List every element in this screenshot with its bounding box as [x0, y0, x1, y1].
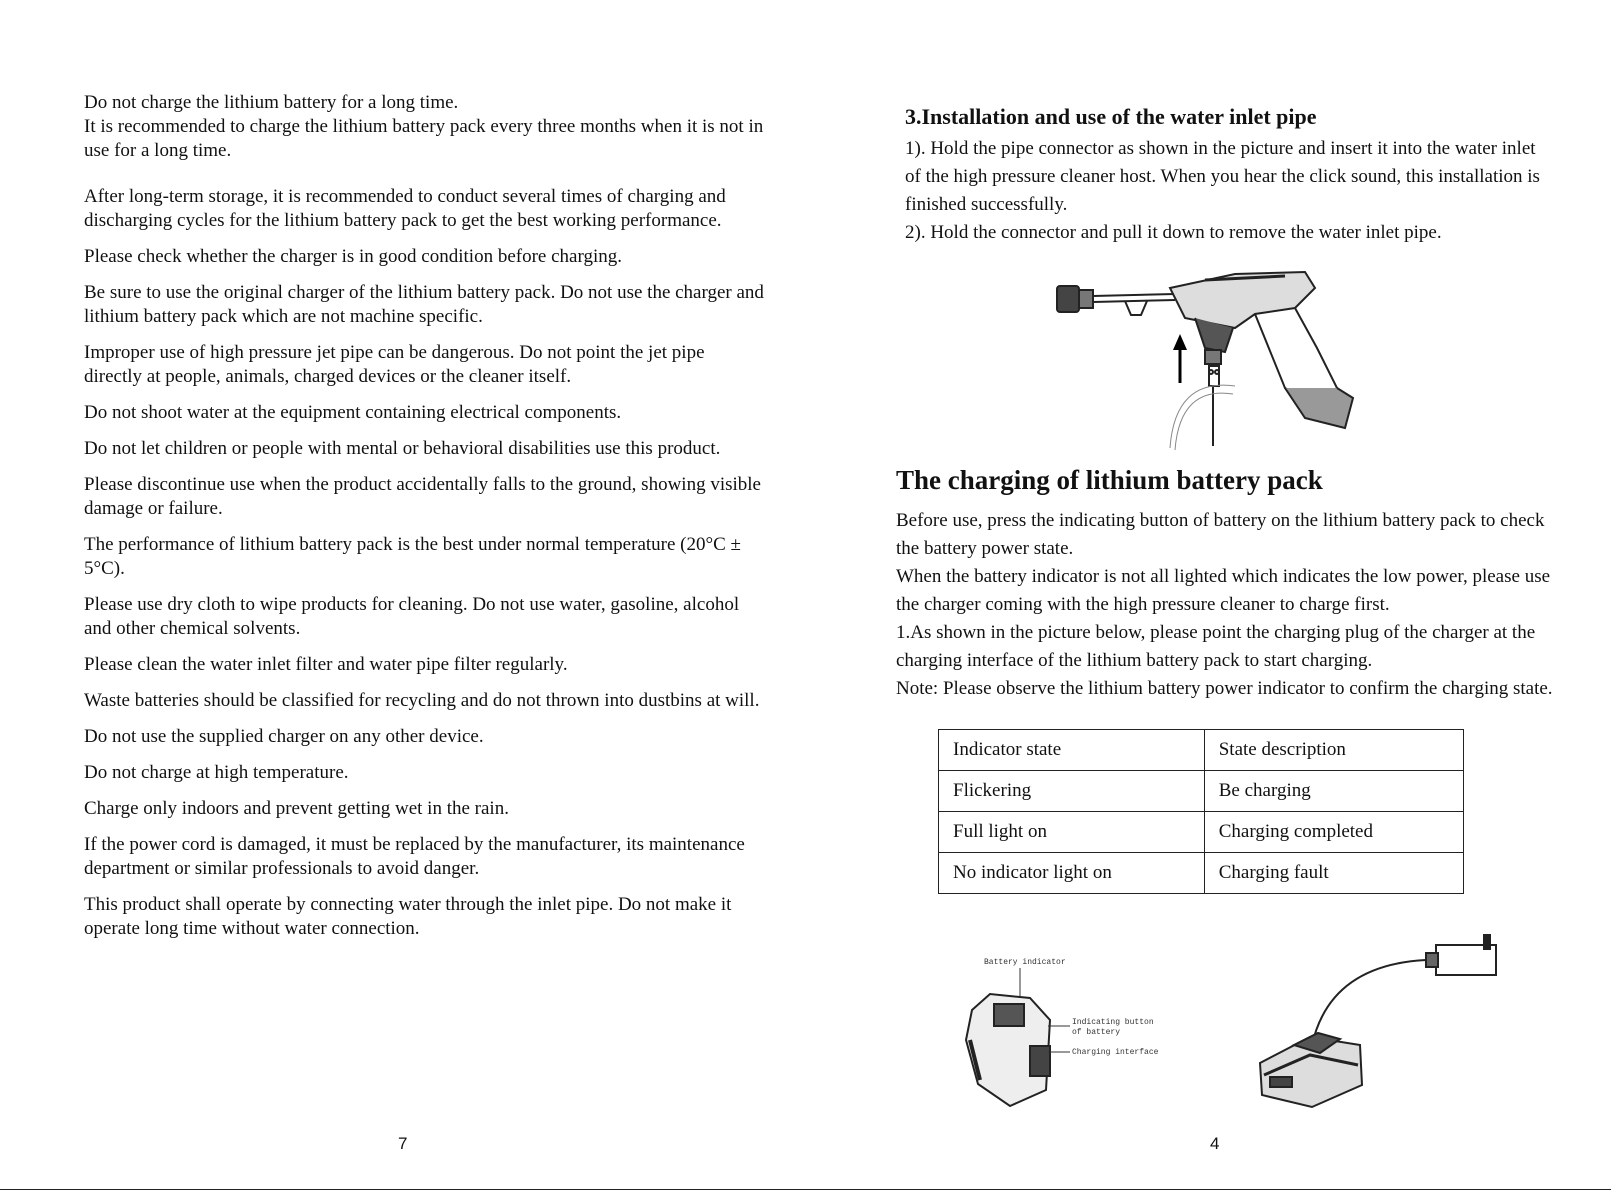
safety-paragraph: The performance of lithium battery pack is the best under normal temperature (20°C ± 5°C).	[84, 534, 741, 579]
table-header-row	[939, 730, 1464, 771]
page-number-right: 4	[1210, 1134, 1220, 1153]
safety-paragraph: Please check whether the charger is in good condition before charging.	[84, 246, 622, 267]
page-bottom-rule	[0, 1189, 1611, 1190]
installation-section	[896, 104, 1556, 247]
table-cell: Flickering	[939, 771, 1205, 812]
charging-line: When the battery indicator is not all lighted which indicates the low power, please use the charger coming with the high pressure cleaner to charge first.	[896, 566, 1551, 615]
left-page-text	[84, 91, 764, 953]
page-number-left: 7	[398, 1134, 408, 1153]
charger-diagram	[1250, 925, 1520, 1115]
safety-paragraph: Do not charge at high temperature.	[84, 762, 349, 783]
table-row	[939, 812, 1464, 853]
charging-instructions	[896, 507, 1566, 703]
installation-step-1: 1). Hold the pipe connector as shown in the picture and insert it into the water inlet of the high pressure cleaner host. When you hear the click sound, this installation is finished successfully.	[905, 138, 1540, 215]
safety-paragraph: Be sure to use the original charger of the lithium battery pack. Do not use the charger and lithium battery pack which are not machine specific.	[84, 282, 764, 327]
table-cell: No indicator light on	[939, 853, 1205, 894]
charging-interface-label: Charging interface	[1072, 1048, 1159, 1057]
safety-paragraph: If the power cord is damaged, it must be replaced by the manufacturer, its maintenance department or similar professionals to avoid danger.	[84, 834, 745, 879]
pressure-washer-illustration	[1055, 268, 1355, 458]
table-cell: Charging fault	[1204, 853, 1463, 894]
charging-line: 1.As shown in the picture below, please point the charging plug of the charger at the charging interface of the lithium battery pack to start charging.	[896, 622, 1536, 671]
table-row	[939, 853, 1464, 894]
table-cell: Charging completed	[1204, 812, 1463, 853]
indicator-table	[938, 729, 1464, 894]
charging-line: Before use, press the indicating button of battery on the lithium battery pack to check the battery power state.	[896, 510, 1545, 559]
safety-paragraph: Please use dry cloth to wipe products for cleaning. Do not use water, gasoline, alcohol and other chemical solvents.	[84, 594, 740, 639]
installation-title: 3.Installation and use of the water inlet pipe	[905, 104, 1317, 129]
table-cell: Be charging	[1204, 771, 1463, 812]
safety-paragraph: Please clean the water inlet filter and water pipe filter regularly.	[84, 654, 568, 675]
table-header-cell: State description	[1204, 730, 1463, 771]
safety-paragraph: Waste batteries should be classified for recycling and do not thrown into dustbins at will.	[84, 690, 760, 711]
safety-paragraph: Do not use the supplied charger on any other device.	[84, 726, 484, 747]
charging-title: The charging of lithium battery pack	[896, 465, 1323, 495]
safety-paragraph: After long-term storage, it is recommended to conduct several times of charging and discharging cycles for the lithium battery pack to get the best working performance.	[84, 186, 726, 231]
installation-step-2: 2). Hold the connector and pull it down to remove the water inlet pipe.	[905, 222, 1442, 243]
safety-paragraph: It is recommended to charge the lithium battery pack every three months when it is not in use for a long time.	[84, 116, 764, 161]
indicating-button-label-2: of battery	[1072, 1028, 1121, 1037]
safety-paragraph: Charge only indoors and prevent getting wet in the rain.	[84, 798, 509, 819]
table-header-cell: Indicator state	[939, 730, 1205, 771]
indicating-button-label: Indicating button	[1072, 1018, 1154, 1027]
safety-paragraph: Do not charge the lithium battery for a long time.	[84, 92, 459, 113]
table-cell: Full light on	[939, 812, 1205, 853]
safety-paragraph: Improper use of high pressure jet pipe can be dangerous. Do not point the jet pipe directly at people, animals, charged devices or the cleaner itself.	[84, 342, 705, 387]
battery-indicator-label: Battery indicator	[984, 958, 1066, 967]
safety-paragraph: Do not shoot water at the equipment containing electrical components.	[84, 402, 622, 423]
battery-pack-diagram	[950, 950, 1180, 1110]
safety-paragraph: Please discontinue use when the product accidentally falls to the ground, showing visible damage or failure.	[84, 474, 761, 519]
safety-paragraph: This product shall operate by connecting water through the inlet pipe. Do not make it operate long time without water connection.	[84, 894, 732, 939]
table-row	[939, 771, 1464, 812]
charging-line: Note: Please observe the lithium battery power indicator to confirm the charging state.	[896, 678, 1553, 699]
safety-paragraph: Do not let children or people with mental or behavioral disabilities use this product.	[84, 438, 721, 459]
